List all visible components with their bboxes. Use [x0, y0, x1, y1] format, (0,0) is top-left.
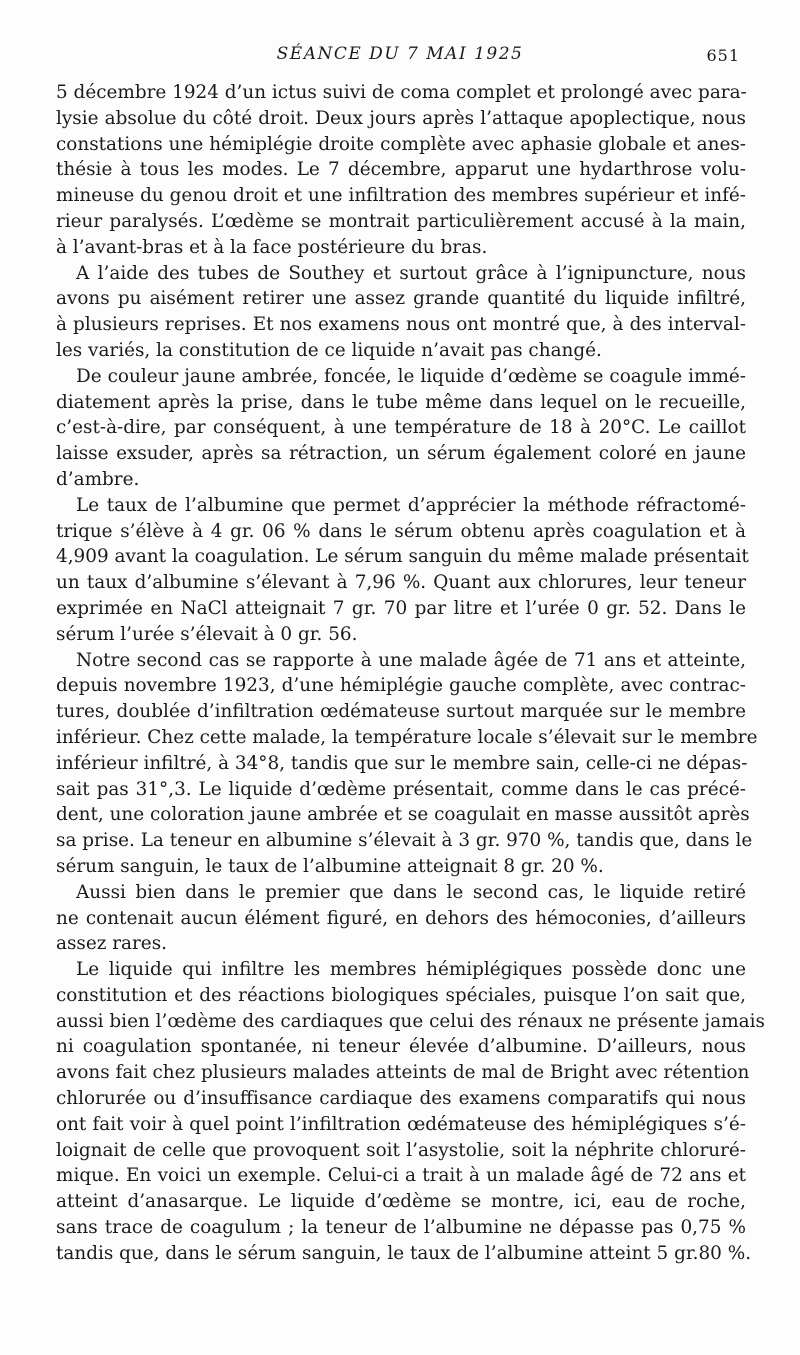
paragraph — [56, 648, 758, 880]
text-line: depuis novembre 1923, d’une hémiplégie gauche complète, avec contrac- — [56, 675, 746, 697]
text-line: mineuse du genou droit et une infiltration des membres supérieur et infé- — [56, 185, 746, 207]
text-line: dent, une coloration jaune ambrée et se coagulait en masse aussitôt après — [56, 804, 750, 826]
text-line: à l’avant-bras et à la face postérieure du bras. — [56, 236, 488, 258]
text-line: 4,909 avant la coagulation. Le sérum sanguin du même malade présentait — [56, 546, 749, 568]
text-line: sa prise. La teneur en albumine s’élevait à 3 gr. 970 %, tandis que, dans le — [56, 830, 753, 852]
text-line: ni coagulation spontanée, ni teneur élevée d’albumine. D’ailleurs, nous — [56, 1036, 746, 1058]
text-line: ont fait voir à quel point l’infiltration œdémateuse des hémiplégiques s’é- — [56, 1113, 746, 1135]
text-line: Le taux de l’albumine que permet d’apprécier la méthode réfractomé- — [76, 494, 746, 516]
text-line: lysie absolue du côté droit. Deux jours après l’attaque apoplectique, nous — [56, 107, 746, 129]
text-line: laisse exsuder, après sa rétraction, un sérum également coloré en jaune — [56, 443, 746, 465]
text-line: sérum l’urée s’élevait à 0 gr. 56. — [56, 623, 358, 645]
text-line: exprimée en NaCl atteignait 7 gr. 70 par litre et l’urée 0 gr. 52. Dans le — [56, 597, 746, 619]
text-line: avons fait chez plusieurs malades atteints de mal de Bright avec rétention — [56, 1062, 750, 1084]
paragraph — [56, 261, 746, 364]
text-line: tures, doublée d’infiltration œdémateuse surtout marquée sur le membre — [56, 701, 746, 723]
text-line: mique. En voici un exemple. Celui-ci a trait à un malade âgé de 72 ans et — [56, 1165, 746, 1187]
text-line: 5 décembre 1924 d’un ictus suivi de coma complet et prolongé avec para- — [56, 82, 747, 103]
text-line: A l’aide des tubes de Southey et surtout grâce à l’ignipuncture, nous — [76, 262, 746, 284]
text-line: Aussi bien dans le premier que dans le second cas, le liquide retiré — [76, 881, 746, 903]
text-line: sait pas 31°,3. Le liquide d’œdème présentait, comme dans le cas précé- — [56, 778, 746, 800]
paragraph — [56, 957, 765, 1267]
running-title: SÉANCE DU 7 MAI 1925 — [276, 44, 524, 64]
text-line: rieur paralysés. L’œdème se montrait particulièrement accusé à la main, — [56, 210, 746, 232]
paragraph — [56, 80, 746, 261]
text-line: un taux d’albumine s’élevant à 7,96 %. Quant aux chlorures, leur teneur — [56, 572, 746, 594]
text-line: assez rares. — [56, 933, 167, 955]
text-line: d’ambre. — [56, 468, 140, 490]
text-line: à plusieurs reprises. Et nos examens nous ont montré que, à des interval- — [56, 314, 746, 336]
paragraph — [56, 880, 746, 957]
text-line: inférieur infiltré, à 34°8, tandis que sur le membre sain, celle-ci ne dépas- — [56, 752, 748, 774]
text-line: trique s’élève à 4 gr. 06 % dans le sérum obtenu après coagulation et à — [56, 520, 746, 542]
text-line: les variés, la constitution de ce liquide n’avait pas changé. — [56, 339, 602, 361]
text-line: c’est-à-dire, par conséquent, à une température de 18 à 20°C. Le caillot — [56, 417, 746, 439]
text-line: atteint d’anasarque. Le liquide d’œdème se montre, ici, eau de roche, — [56, 1191, 746, 1213]
text-line: constations une hémiplégie droite complète avec aphasie globale et anes- — [56, 133, 746, 155]
text-line: Le liquide qui infiltre les membres hémiplégiques possède donc une — [76, 959, 746, 981]
text-line: ne contenait aucun élément figuré, en dehors des hémoconies, d’ailleurs — [56, 907, 746, 929]
text-line: chlorurée ou d’insuffisance cardiaque des examens comparatifs qui nous — [56, 1088, 746, 1110]
text-line: sans trace de coagulum ; la teneur de l’albumine ne dépasse pas 0,75 % — [56, 1217, 746, 1239]
page-number: 651 — [706, 46, 740, 65]
text-line: sérum sanguin, le taux de l’albumine atteignait 8 gr. 20 %. — [56, 855, 604, 877]
body-text — [56, 80, 765, 1267]
text-line: inférieur. Chez cette malade, la température locale s’élevait sur le membre — [56, 726, 758, 748]
text-line: loignait de celle que provoquent soit l’asystolie, soit la néphrite chloruré- — [56, 1139, 746, 1161]
text-line: diatement après la prise, dans le tube même dans lequel on le recueille, — [56, 391, 746, 413]
text-line: aussi bien l’œdème des cardiaques que celui des rénaux ne présente jamais — [56, 1010, 765, 1032]
paragraph — [56, 364, 746, 493]
text-line: avons pu aisément retirer une assez grande quantité du liquide infiltré, — [56, 288, 746, 310]
text-line: thésie à tous les modes. Le 7 décembre, apparut une hydarthrose volu- — [56, 159, 746, 181]
text-line: tandis que, dans le sérum sanguin, le taux de l’albumine atteint 5 gr.80 %. — [56, 1242, 752, 1264]
text-line: constitution et des réactions biologiques spéciales, puisque l’on sait que, — [56, 984, 746, 1006]
paragraph — [56, 493, 749, 648]
page-header — [60, 42, 740, 72]
text-line: De couleur jaune ambrée, foncée, le liquide d’œdème se coagule immé- — [76, 365, 746, 387]
text-line: Notre second cas se rapporte à une malade âgée de 71 ans et atteinte, — [76, 649, 746, 671]
